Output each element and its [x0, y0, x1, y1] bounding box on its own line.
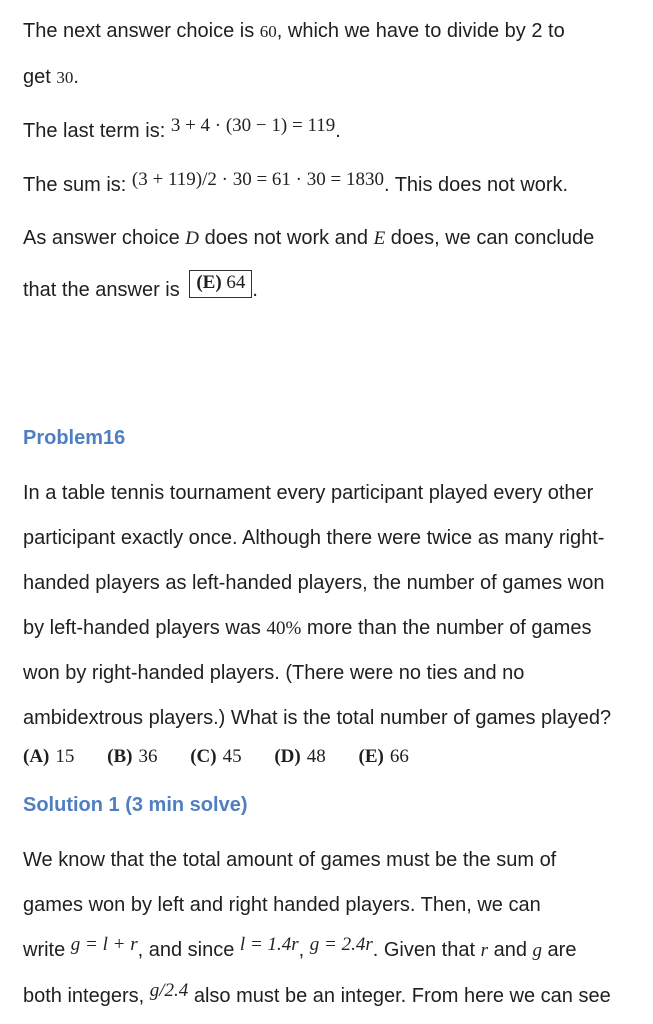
- solution-line-4: [23, 980, 643, 1009]
- solution-line-2: games won by left and right handed players. Then, we can: [23, 894, 541, 916]
- text: .: [73, 66, 79, 88]
- text: does, we can conclude: [385, 227, 595, 249]
- choice-value: 36: [138, 746, 158, 767]
- choice-b: [107, 745, 157, 769]
- text: write: [23, 939, 71, 961]
- problem-line-3: handed players as left-handed players, the number of games won: [23, 572, 605, 594]
- math-expression: 40%: [266, 618, 302, 639]
- prev-solution-line-2: [23, 65, 643, 90]
- solution-line-1: We know that the total amount of games must be the sum of: [23, 849, 557, 871]
- problem-line-1: In a table tennis tournament every participant played every other: [23, 482, 594, 504]
- math-expression: g = l + r: [70, 934, 138, 955]
- choice-value: 45: [222, 746, 242, 767]
- solution-line-3: [23, 934, 643, 963]
- problem-line-2: participant exactly once. Although there were twice as many right-: [23, 527, 605, 549]
- problem-line-6: ambidextrous players.) What is the total number of games played?: [23, 707, 612, 729]
- boxed-answer-value: 64: [226, 272, 246, 293]
- boxed-answer-letter: (E): [196, 272, 222, 293]
- choice-a: [23, 745, 74, 769]
- text: , and since: [137, 939, 240, 961]
- text: are: [542, 939, 577, 961]
- choice-value: 15: [55, 746, 75, 767]
- choice-c: [190, 745, 241, 769]
- text: does not work and: [199, 227, 374, 249]
- answer-choices: [23, 745, 437, 769]
- text: The sum is:: [23, 174, 132, 196]
- solution-title-link[interactable]: Solution 1 (3 min solve): [23, 794, 248, 816]
- choice-letter: (C): [190, 746, 217, 767]
- choice-letter: (D): [274, 746, 301, 767]
- problem-title-link[interactable]: Problem16: [23, 427, 126, 449]
- math-expression: g/2.4: [149, 980, 189, 1001]
- math-expression: l = 1.4r: [239, 934, 299, 955]
- boxed-answer: [189, 270, 252, 298]
- math-variable: D: [185, 228, 200, 249]
- math-expression: 3 + 4 · (30 − 1) = 119: [170, 115, 336, 136]
- text: The last term is:: [23, 120, 171, 142]
- prev-solution-line-5: [23, 226, 643, 251]
- choice-letter: (B): [107, 746, 133, 767]
- math-expression: 30: [56, 68, 74, 87]
- text: . Given that: [372, 939, 481, 961]
- text: more than the number of games: [301, 617, 592, 639]
- prev-solution-line-3: [23, 115, 643, 144]
- choice-letter: (E): [358, 746, 384, 767]
- choice-letter: (A): [23, 746, 50, 767]
- prev-solution-line-1: [23, 19, 643, 44]
- text: .: [335, 120, 341, 142]
- text: both integers,: [23, 985, 150, 1007]
- problem-line-5: won by right-handed players. (There were no ties and no: [23, 662, 525, 684]
- problem-line-4: [23, 616, 643, 641]
- math-variable: g: [532, 940, 542, 961]
- choice-value: 48: [306, 746, 326, 767]
- text: that the answer is: [23, 279, 186, 301]
- text: and: [488, 939, 533, 961]
- prev-solution-line-6: [23, 272, 643, 306]
- text: , which we have to divide by 2 to: [276, 20, 565, 42]
- text: ,: [298, 939, 310, 961]
- text: also must be an integer. From here we can see: [188, 985, 611, 1007]
- math-expression: 60: [259, 22, 277, 41]
- text: . This does not work.: [383, 174, 569, 196]
- math-expression: (3 + 119)/2 · 30 = 61 · 30 = 1830: [131, 169, 384, 190]
- text: .: [252, 279, 258, 301]
- prev-solution-line-4: [23, 169, 643, 198]
- math-variable: E: [373, 228, 386, 249]
- choice-value: 66: [389, 746, 409, 767]
- choice-d: [274, 745, 325, 769]
- text: As answer choice: [23, 227, 186, 249]
- choice-e: [359, 745, 409, 769]
- math-variable: r: [480, 940, 489, 961]
- text: get: [23, 66, 57, 88]
- math-expression: g = 2.4r: [309, 934, 373, 955]
- text: The next answer choice is: [23, 20, 260, 42]
- text: by left-handed players was: [23, 617, 267, 639]
